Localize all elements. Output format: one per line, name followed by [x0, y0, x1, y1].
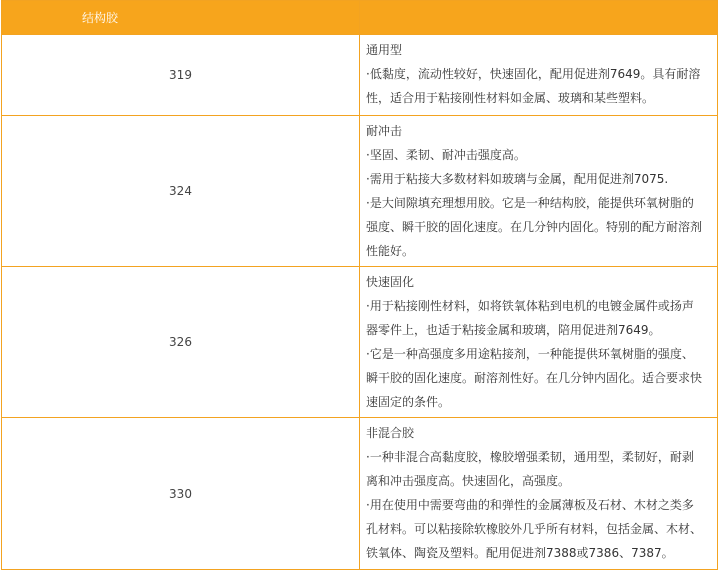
table-row — [2, 35, 718, 116]
header-row — [2, 1, 718, 35]
header-description — [360, 1, 718, 35]
product-description — [360, 35, 718, 116]
description-line: ·一种非混合高黏度胶，橡胶增强柔韧，通用型，柔韧好，耐剥离和冲击强度高。快速固化，高强度。 — [366, 450, 694, 488]
table-row — [2, 116, 718, 267]
product-code: 324 — [2, 116, 360, 267]
product-description — [360, 116, 718, 267]
product-code: 326 — [2, 267, 360, 418]
description-line: ·用在使用中需要弯曲的和弹性的金属薄板及石材、木材之类多孔材料。可以粘接除软橡胶外几乎所有材料，包括金属、木材、铁氧体、陶瓷及塑料。配用促进剂7388或7386、7387。 — [366, 498, 703, 560]
product-title: 非混合胶 — [366, 426, 415, 440]
product-title: 快速固化 — [366, 275, 415, 289]
header-structural-adhesive: 结构胶 — [2, 1, 360, 35]
table-row — [2, 418, 718, 570]
product-code: 319 — [2, 35, 360, 116]
description-line: ·它是一种高强度多用途粘接剂，一种能提供环氧树脂的强度、瞬干胶的固化速度。耐溶剂性好。在几分钟内固化。适合要求快速固定的条件。 — [366, 347, 703, 409]
table-row — [2, 267, 718, 418]
product-code: 330 — [2, 418, 360, 570]
description-line: ·用于粘接刚性材料，如将铁氧体粘到电机的电镀金属件或扬声器零件上，也适于粘接金属和玻璃，陪用促进剂7649。 — [366, 299, 694, 337]
description-line: ·低黏度，流动性较好，快速固化，配用促进剂7649。具有耐溶性，适合用于粘接刚性材料如金属、玻璃和某些塑料。 — [366, 67, 701, 105]
product-description — [360, 267, 718, 418]
description-line: ·需用于粘接大多数材料如玻璃与金属，配用促进剂7075. — [366, 172, 669, 186]
product-description — [360, 418, 718, 570]
description-line: ·坚固、柔韧、耐冲击强度高。 — [366, 148, 526, 162]
description-line: ·是大间隙填充理想用胶。它是一种结构胶，能提供环氧树脂的强度、瞬干胶的固化速度。在几分钟内固化。特别的配方耐溶剂性能好。 — [366, 196, 703, 258]
product-title: 耐冲击 — [366, 124, 403, 138]
product-title: 通用型 — [366, 43, 403, 57]
adhesive-spec-table — [1, 0, 718, 570]
